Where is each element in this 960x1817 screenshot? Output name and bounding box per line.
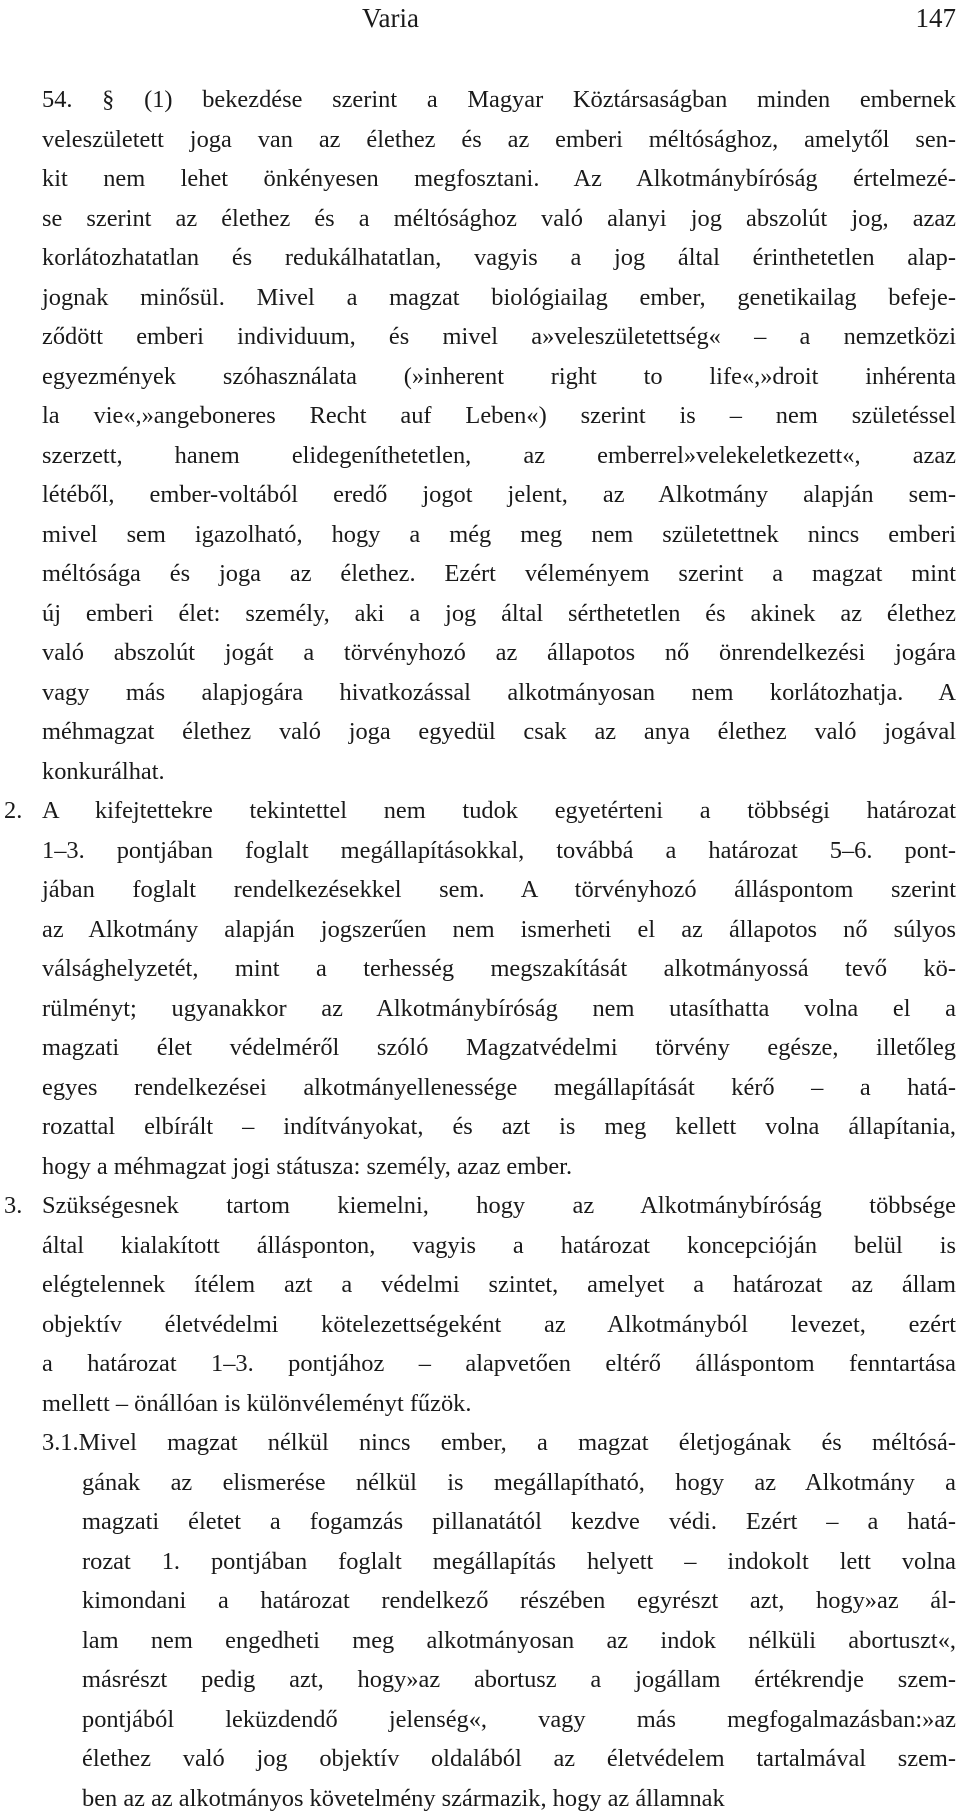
text-line: létéből, ember-voltából eredő jogot jelent, az Alkotmány alapján sem- <box>42 481 956 508</box>
text-line: méhmagzat élethez való joga egyedül csak az anya élethez való jogával <box>42 718 956 745</box>
text-line: 54. § (1) bekezdése szerint a Magyar Köztársaságban minden embernek <box>42 86 956 113</box>
text-line: kimondani a határozat rendelkező részében egyrészt azt, hogy»az ál- <box>82 1587 956 1614</box>
text-line: magzati élet védelméről szóló Magzatvédelmi törvény egésze, illetőleg <box>42 1034 956 1061</box>
text-line: való abszolút jogát a törvényhozó az állapotos nő önrendelkezési jogára <box>42 639 956 666</box>
text-line: 3.1.Mivel magzat nélkül nincs ember, a magzat életjogának és méltósá- <box>42 1429 956 1456</box>
text-line: rülményt; ugyanakkor az Alkotmánybíróság nem utasíthatta volna el a <box>42 994 956 1022</box>
text-line: mellett – önállóan is különvéleményt fűzök. <box>42 1389 472 1417</box>
text-line: objektív életvédelmi kötelezettségeként az Alkotmányból levezet, ezért <box>42 1310 956 1338</box>
text-line: ződött emberi individuum, és mivel a»veleszületettség« – a nemzetközi <box>42 323 956 350</box>
text-line: pontjából leküzdendő jelenség«, vagy más megfogalmazásban:»az <box>82 1705 956 1733</box>
page-number: 147 <box>915 3 956 33</box>
text-line: méltósága és joga az élethez. Ezért véleményem szerint a magzat mint <box>42 560 956 587</box>
running-title: Varia <box>362 3 419 33</box>
text-line: A kifejtettekre tekintettel nem tudok egyetérteni a többségi határozat <box>42 797 956 824</box>
text-line: szerzett, hanem elidegeníthetetlen, az emberrel»velekeletkezett«, azaz <box>42 441 956 469</box>
text-line: kit nem lehet önkényesen megfosztani. Az Alkotmánybíróság értelmezé- <box>42 165 956 192</box>
text-line: az Alkotmány alapján jogszerűen nem ismerheti el az állapotos nő súlyos <box>42 915 956 943</box>
running-header <box>0 0 960 40</box>
text-line: korlátozhatatlan és redukálhatatlan, vagyis a jog által érinthetetlen alap- <box>42 244 956 271</box>
text-line: rozattal elbírált – indítványokat, és azt is meg kellett volna állapítania, <box>42 1113 956 1140</box>
list-marker: 2. <box>4 797 23 824</box>
text-line: mivel sem igazolható, hogy a még meg nem születettnek nincs emberi <box>42 520 956 548</box>
text-line: la vie«,»angeboneres Recht auf Leben«) szerint is – nem születéssel <box>42 402 956 429</box>
text-line: válsághelyzetét, mint a terhesség megszakítását alkotmányossá tevő kö- <box>42 955 956 982</box>
text-line: se szerint az élethez és a méltósághoz való alanyi jog abszolút jog, azaz <box>42 204 956 232</box>
text-line: új emberi élet: személy, aki a jog által sérthetetlen és akinek az élethez <box>42 599 956 627</box>
list-marker: 3. <box>4 1192 23 1219</box>
text-line: konkurálhat. <box>42 757 165 785</box>
text-line: gának az elismerése nélkül is megállapítható, hogy az Alkotmány a <box>82 1468 956 1496</box>
text-line: rozat 1. pontjában foglalt megállapítás helyett – indokolt lett volna <box>82 1547 956 1575</box>
text-line: másrészt pedig azt, hogy»az abortusz a jogállam értékrendje szem- <box>82 1666 956 1693</box>
text-line: által kialakított állásponton, vagyis a határozat koncepcióján belül is <box>42 1231 956 1259</box>
text-line: jognak minősül. Mivel a magzat biológiailag ember, genetikailag befeje- <box>42 283 956 311</box>
text-line: veleszületett joga van az élethez és az emberi méltósághoz, amelytől sen- <box>42 125 956 153</box>
text-line: hogy a méhmagzat jogi státusza: személy, azaz ember. <box>42 1152 573 1180</box>
text-line: Szükségesnek tartom kiemelni, hogy az Alkotmánybíróság többsége <box>42 1192 956 1219</box>
text-line: vagy más alapjogára hivatkozással alkotmányosan nem korlátozhatja. A <box>42 678 956 706</box>
text-line: elégtelennek ítélem azt a védelmi szintet, amelyet a határozat az állam <box>42 1271 956 1298</box>
text-line: a határozat 1–3. pontjához – alapvetően eltérő álláspontom fenntartása <box>42 1350 956 1377</box>
text-line: 1–3. pontjában foglalt megállapításokkal, továbbá a határozat 5–6. pont- <box>42 836 956 864</box>
text-line: jában foglalt rendelkezésekkel sem. A törvényhozó álláspontom szerint <box>42 876 956 903</box>
text-line: ben az az alkotmányos követelmény származik, hogy az államnak <box>82 1784 725 1812</box>
text-line: élethez való jog objektív oldalából az életvédelem tartalmával szem- <box>82 1745 956 1772</box>
text-line: magzati életet a fogamzás pillanatától kezdve védi. Ezért – a hatá- <box>82 1508 956 1535</box>
text-line: lam nem engedheti meg alkotmányosan az indok nélküli abortuszt«, <box>82 1626 956 1654</box>
text-line: egyes rendelkezései alkotmányellenessége megállapítását kérő – a hatá- <box>42 1073 956 1101</box>
text-line: egyezmények szóhasználata (»inherent right to life«,»droit inhérenta <box>42 362 956 390</box>
